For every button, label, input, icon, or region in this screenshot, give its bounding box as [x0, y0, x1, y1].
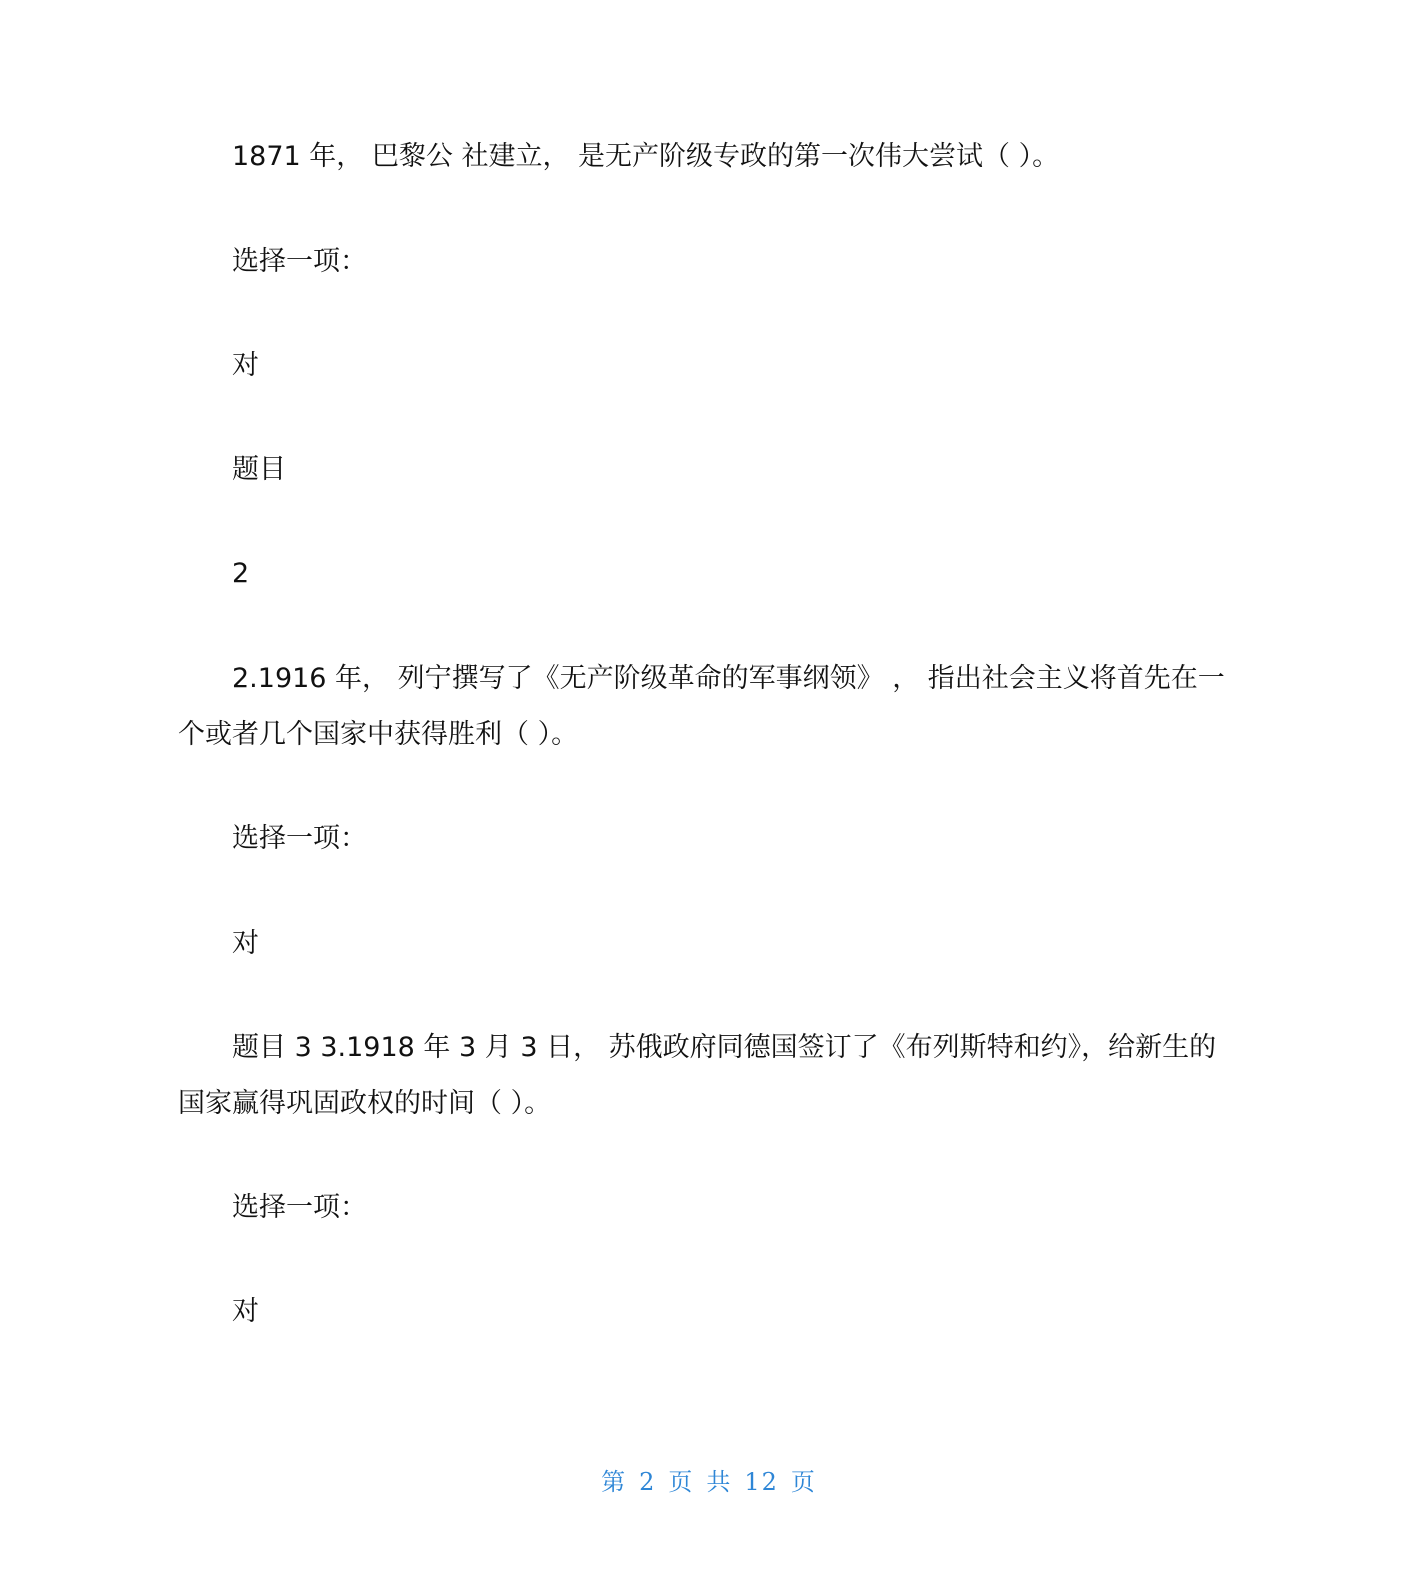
choose-one-label: 选择一项：	[232, 246, 367, 277]
question-1-text: 1871 年， 巴黎公 社建立， 是无产阶级专政的第一次伟大尝试（ ）。	[232, 141, 1060, 172]
footer-word: 第	[601, 1468, 628, 1496]
question-number: 2	[232, 558, 250, 589]
question-3-text: 题目 3 3.1918 年 3 月 3 日， 苏俄政府同德国签订了《布列斯特和约》，给新生的国家赢得巩固政权的时间（ ）。	[178, 1032, 1217, 1119]
question-2-text: 2.1916 年， 列宁撰写了《无产阶级革命的军事纲领》 ， 指出社会主义将首先在一个或者几个国家中获得胜利（ ）。	[178, 663, 1225, 750]
answer-text: 对	[232, 350, 259, 381]
footer-word: 共	[706, 1468, 733, 1496]
answer-text: 对	[232, 1296, 259, 1327]
choose-one-label: 选择一项：	[232, 823, 367, 854]
total-page-number: 12	[744, 1468, 779, 1496]
current-page-number: 2	[639, 1468, 657, 1496]
footer-word: 页	[668, 1468, 695, 1496]
page-footer	[0, 1462, 1418, 1497]
answer-text: 对	[232, 928, 259, 959]
question-heading: 题目	[232, 454, 286, 485]
choose-one-label: 选择一项：	[232, 1192, 367, 1223]
footer-word: 页	[790, 1468, 817, 1496]
